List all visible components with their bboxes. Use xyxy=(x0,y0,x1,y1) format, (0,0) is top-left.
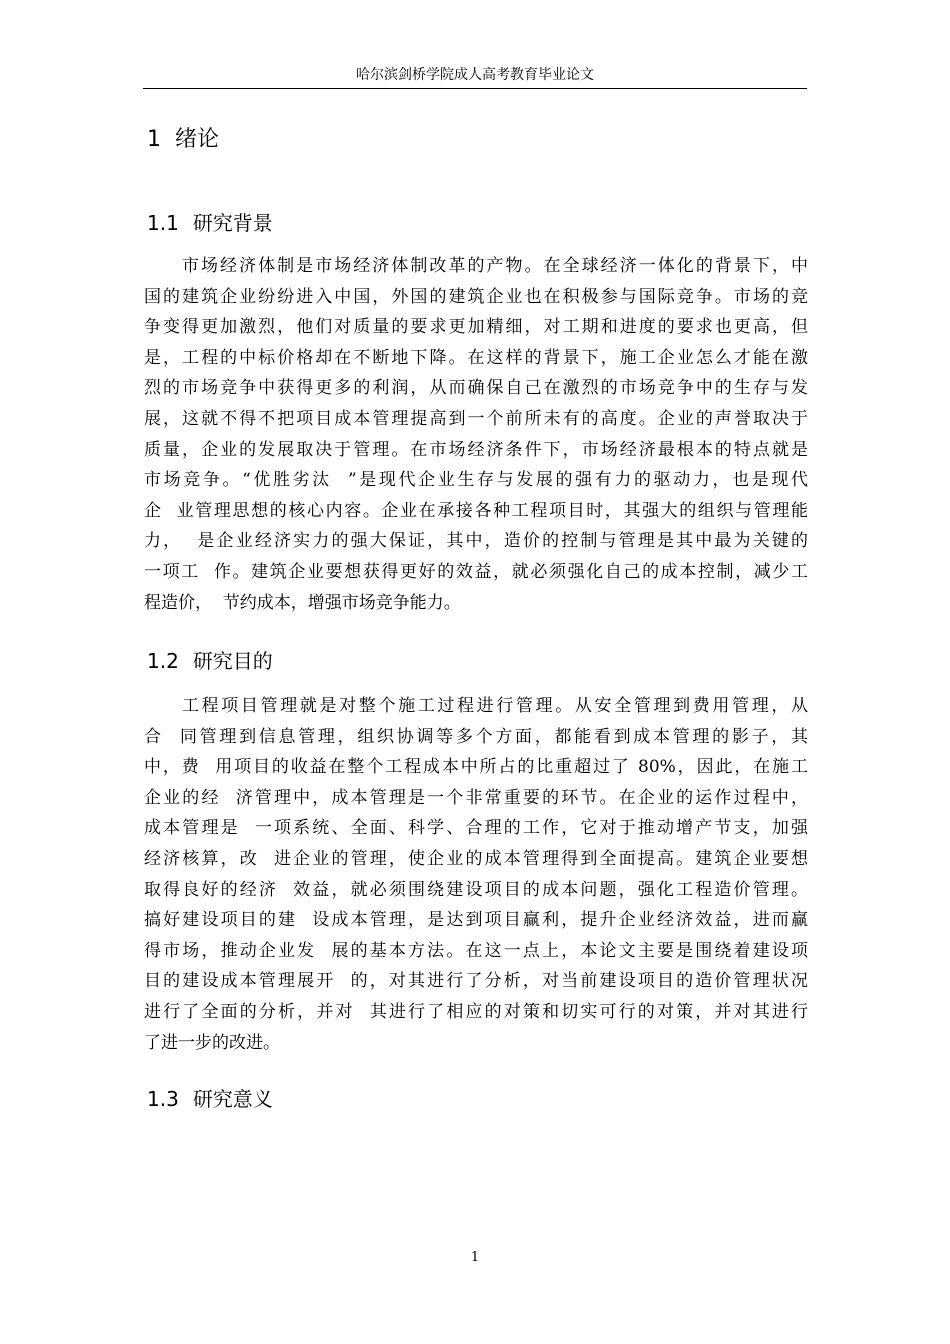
paragraph-line: 目的建设成本管理展开 的，对其进行了分析，对当前建设项目的造价管理状况 xyxy=(144,971,808,992)
section-number: 1.2 xyxy=(147,649,179,673)
paragraph-line: 成本管理是 一项系统、全面、科学、合理的工作，它对于推动增产节支，加强 xyxy=(144,818,808,839)
section-number: 1.3 xyxy=(147,1087,179,1111)
paragraph-line: 经济核算，改 进企业的管理，使企业的成本管理得到全面提高。建筑企业要想 xyxy=(144,848,808,869)
running-header: 哈尔滨剑桥学院成人高考教育毕业论文 xyxy=(356,67,594,83)
section-title: 研究背景 xyxy=(192,211,273,235)
page-number: 1 xyxy=(470,1250,480,1265)
chapter-number: 1 xyxy=(147,127,161,152)
section-title: 研究目的 xyxy=(192,649,273,673)
paragraph-line: 国的建筑企业纷纷进入中国，外国的建筑企业也在积极参与国际竞争。市场的竞 xyxy=(144,286,808,307)
paragraph-background xyxy=(144,251,808,618)
chapter-title: 绪论 xyxy=(175,127,220,152)
section-heading-1-2 xyxy=(147,648,273,674)
section-heading-1-1 xyxy=(147,210,273,236)
paragraph-line: 市场经济体制是市场经济体制改革的产物。在全球经济一体化的背景下，中 xyxy=(182,256,808,276)
paragraph-line: 力， 是企业经济实力的强大保证，其中，造价的控制与管理是其中最为关键的 xyxy=(144,531,808,552)
paragraph-line: 展，这就不得不把项目成本管理提高到一个前所未有的高度。企业的声誉取决于 xyxy=(144,408,808,429)
paragraph-purpose xyxy=(144,691,808,1058)
section-number: 1.1 xyxy=(147,211,179,235)
section-title: 研究意义 xyxy=(192,1087,273,1111)
paragraph-line: 企 业管理思想的核心内容。企业在承接各种工程项目时，其强大的组织与管理能 xyxy=(144,500,808,521)
paragraph-line: 取得良好的经济 效益，就必须围绕建设项目的成本问题，强化工程造价管理。 xyxy=(144,879,808,900)
paragraph-line: 争变得更加激烈，他们对质量的要求更加精细，对工期和进度的要求也更高，但 xyxy=(144,317,808,338)
paragraph-line: 搞好建设项目的建 设成本管理，是达到项目赢利，提升企业经济效益，进而赢 xyxy=(144,910,808,931)
section-heading-1-3 xyxy=(147,1086,273,1112)
paragraph-line: 烈的市场竞争中获得更多的利润，从而确保自己在激烈的市场竞争中的生存与发 xyxy=(144,378,808,399)
chapter-heading xyxy=(147,126,219,154)
header-rule xyxy=(143,88,807,89)
paragraph-line: 工程项目管理就是对整个施工过程进行管理。从安全管理到费用管理，从 xyxy=(182,696,808,716)
paragraph-line: 合 同管理到信息管理，组织协调等多个方面，都能看到成本管理的影子，其 xyxy=(144,726,808,747)
paragraph-line: 程造价， 节约成本，增强市场竞争能力。 xyxy=(144,592,461,613)
paragraph-line: 一项工 作。建筑企业要想获得更好的效益，就必须强化自己的成本控制，减少工 xyxy=(144,561,808,582)
paragraph-line: 进行了全面的分析，并对 其进行了相应的对策和切实可行的对策，并对其进行 xyxy=(144,1001,808,1022)
paragraph-line: 企业的经 济管理中，成本管理是一个非常重要的环节。在企业的运作过程中， xyxy=(144,787,808,808)
paragraph-line: 是，工程的中标价格却在不断地下降。在这样的背景下，施工企业怎么才能在激 xyxy=(144,347,808,368)
paragraph-line: 得市场，推动企业发 展的基本方法。在这一点上，本论文主要是围绕着建设项 xyxy=(144,940,808,961)
paragraph-line: 了进一步的改进。 xyxy=(144,1032,280,1053)
paragraph-line: 中，费 用项目的收益在整个工程成本中所占的比重超过了 80%，因此，在施工 xyxy=(144,757,808,778)
paragraph-line: 市场竞争。“优胜劣汰 ”是现代企业生存与发展的强有力的驱动力，也是现代 xyxy=(144,470,808,491)
paragraph-line: 质量，企业的发展取决于管理。在市场经济条件下，市场经济最根本的特点就是 xyxy=(144,439,808,460)
